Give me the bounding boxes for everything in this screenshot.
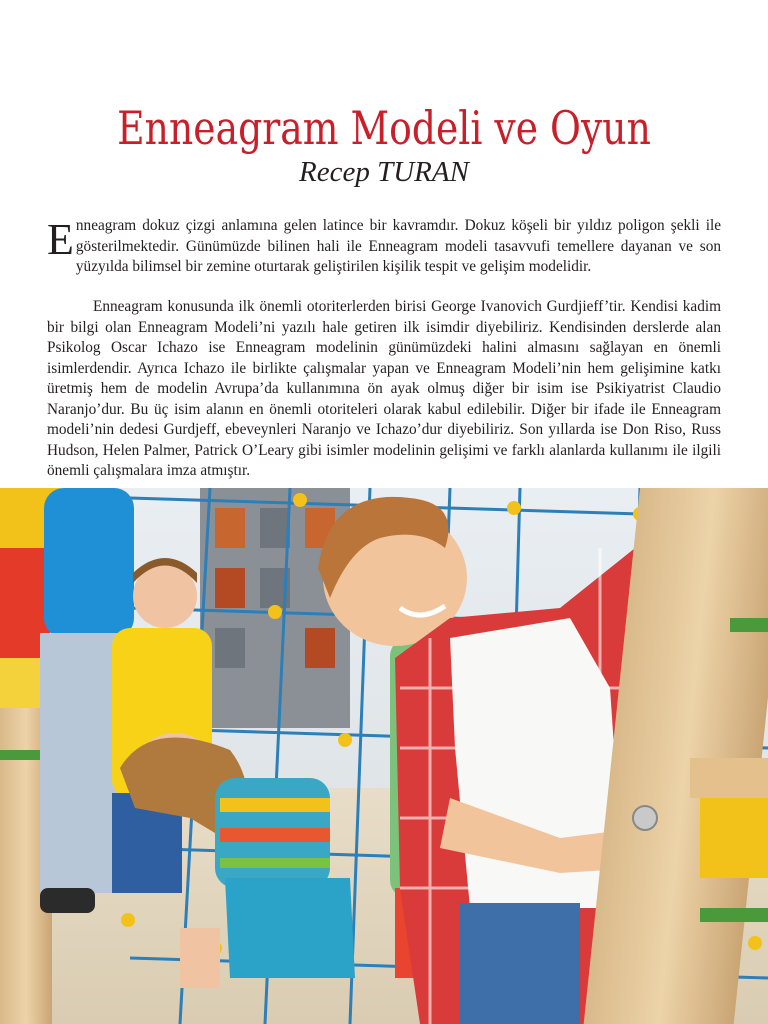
paragraph-history: Enneagram konusunda ilk önemli otoriterlerden birisi George Ivanovich Gurdjieff’tir. Kendisi kadim bir bilgi olan Enneagram Modeli’ni yazılı hale getiren ilk isimdir diyebiliriz. Kendisinden derslerde alan Psikolog Oscar Ichazo ise Enneagram modelinin günümüzdeki halini almasını sağlayan en önemli isimlerdendir. Ayrıca Ichazo ile birlikte çalışmalar yapan ve Enneagram Modeli’nin hem gelişimine katkı üretmiş hem de modelin Avrupa’da kullanımına ön ayak olmuş diğer bir isim ise Psikiyatrist Claudio Naranjo’dur. Bu üç isim alanın en önemli otoriteleri olarak kabul edilebilir. Diğer bir ifade ile Enneagram modeli’nin dedesi Gurdjeff, ebeveynleri Naranjo ve Ichazo’dur diyebiliriz. Son yıllarda ise Don Riso, Russ Hudson, Helen Palmer, Patrick O’Leary gibi isimler modelinin gelişimi ve farklı alanlarda kullanımı ile ilgili önemli çalışmalara imza atmıştır. [47,298,721,479]
paragraph-intro-text: nneagram dokuz çizgi anlamına gelen latince bir kavramdır. Dokuz köşeli bir yıldız poligon şekli ile gösterilmektedir. Günümüzde bilinen hali ile Enneagram modeli tasavvufi temellere dayanan ve son yüzyılda bilimsel bir zemine oturtarak geliştirilen kişilik tespit ve gelişim modelidir. [75,217,721,275]
children-playground-photo [0,488,768,1024]
paragraph-intro [47,216,721,278]
article-title: Enneagram Modeli ve Oyun [117,100,651,155]
author-name: Recep TURAN [299,156,469,188]
drop-cap: E [47,215,74,264]
